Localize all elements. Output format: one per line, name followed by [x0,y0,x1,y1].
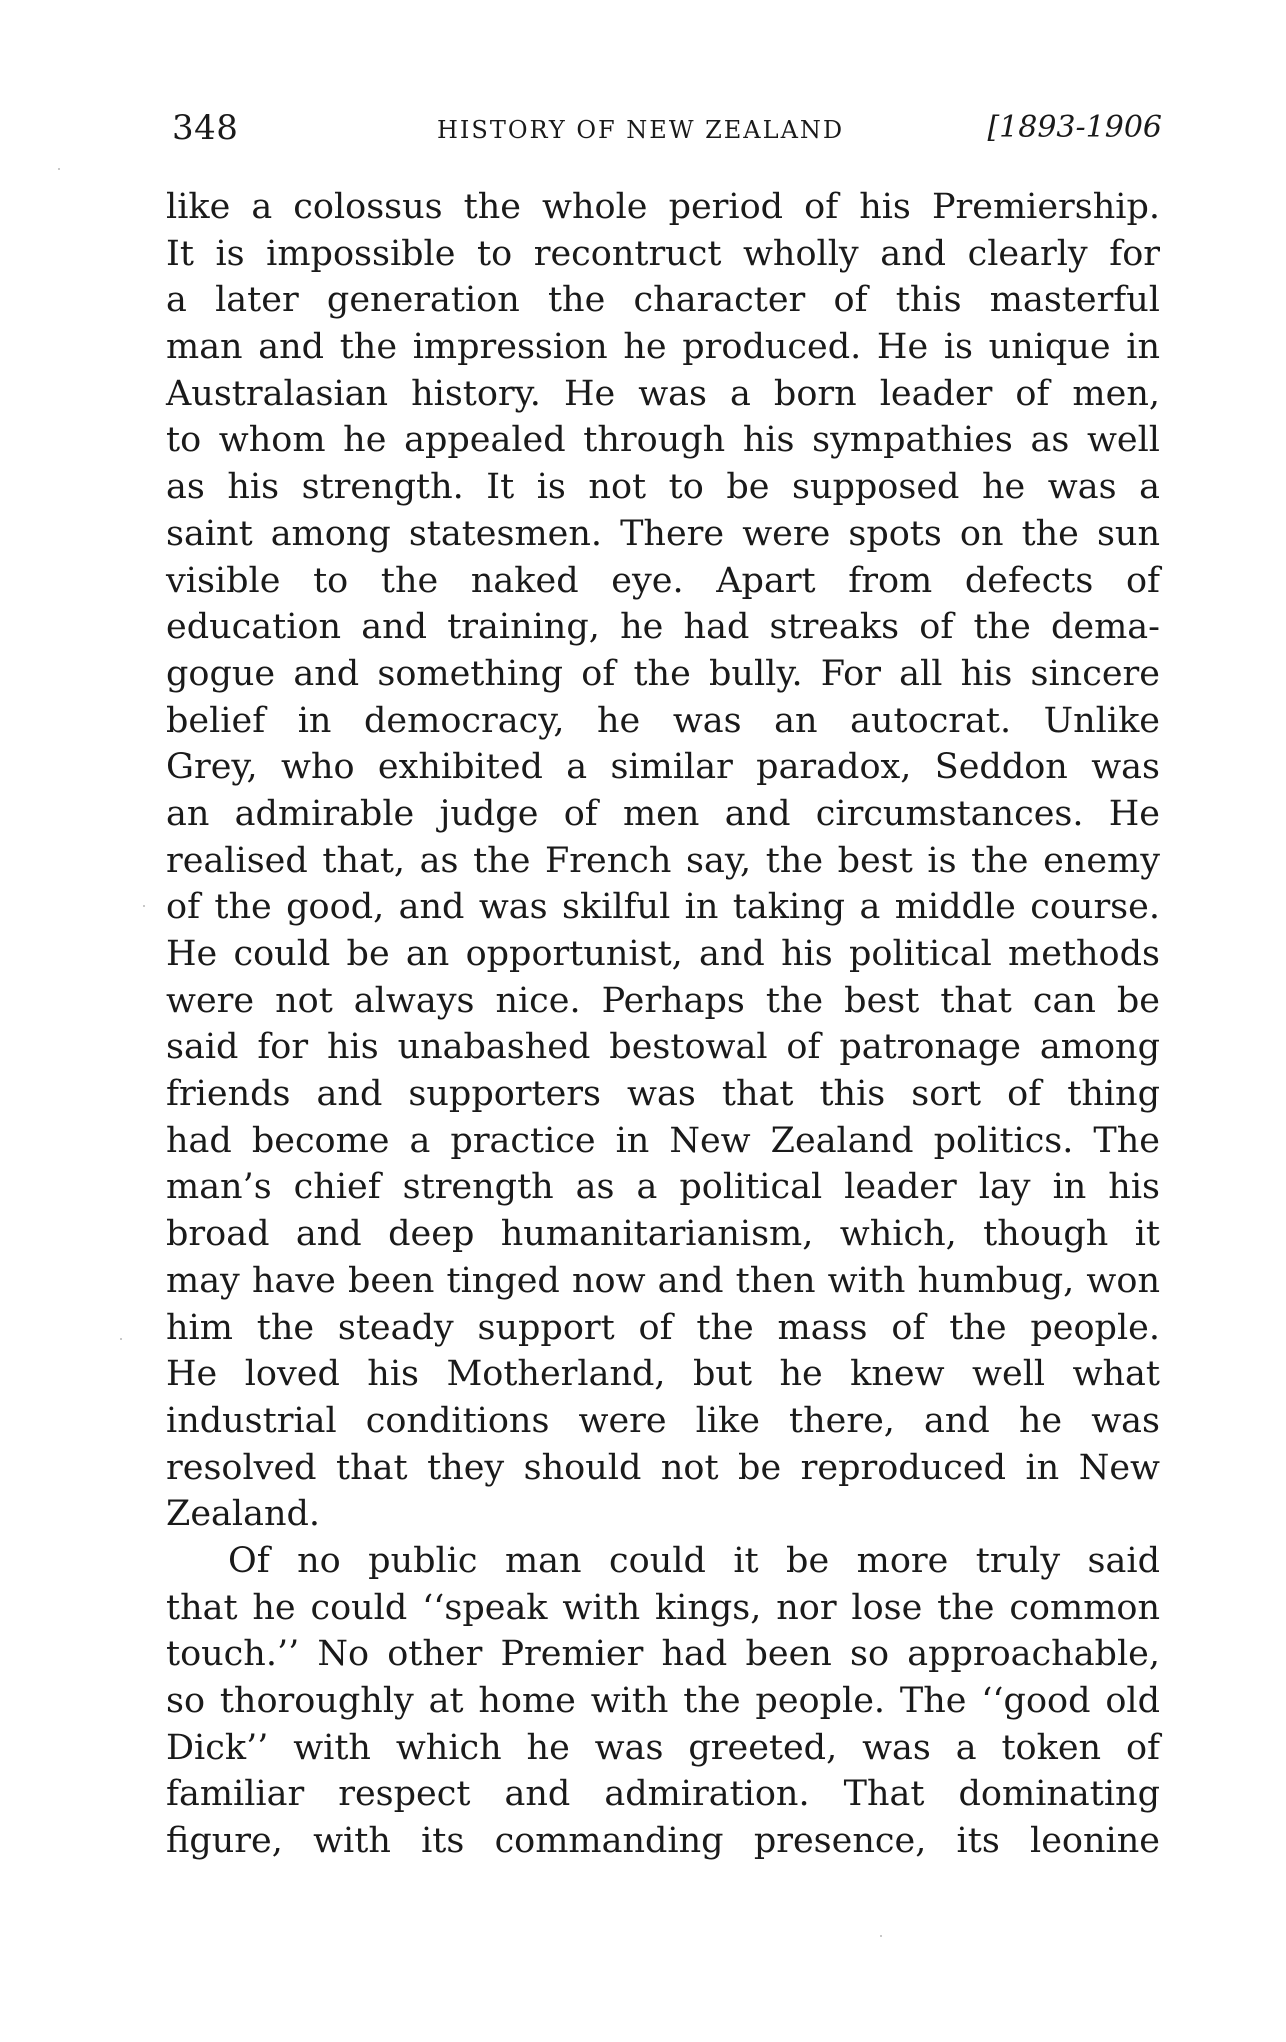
text-line: man’s chief strength as a political leader lay in his [166,1167,1160,1208]
text-line: broad and deep humanitarianism, which, though it [166,1214,1160,1255]
text-line: He loved his Motherland, but he knew well what [166,1354,1160,1395]
page-number: 348 [172,108,239,148]
text-line: so thoroughly at home with the people. The ‘‘good old [166,1681,1160,1721]
paper-speck [58,168,60,170]
paper-speck [143,905,145,907]
text-line: as his strength. It is not to be supposed he was a [166,467,1160,508]
text-line: man and the impression he produced. He is unique in [166,327,1160,368]
text-line: him the steady support of the mass of the people. [166,1307,1160,1348]
text-line: a later generation the character of this masterful [166,280,1160,321]
text-line: figure, with its commanding presence, its leonine [166,1821,1160,1862]
text-line: may have been tinged now and then with humbug, won [166,1260,1160,1301]
text-line: visible to the naked eye. Apart from defects of [166,560,1160,601]
text-line: resolved that they should not be reproduced in New [166,1447,1160,1488]
text-line: Grey, who exhibited a similar paradox, Seddon was [166,747,1160,788]
text-line: that he could ‘‘speak with kings, nor lose the common [166,1587,1160,1628]
paper-speck [120,1338,122,1340]
text-line: industrial conditions were like there, and he was [166,1400,1160,1441]
text-line: were not always nice. Perhaps the best that can be [166,980,1160,1021]
text-line: He could be an opportunist, and his political methods [166,934,1160,974]
running-header [172,108,1162,154]
text-line: Dick’’ with which he was greeted, was a token of [166,1727,1160,1768]
text-line: belief in democracy, he was an autocrat. Unlike [166,700,1160,741]
body-text [166,184,1160,1865]
text-line: education and training, he had streaks of the dema- [166,607,1160,648]
paragraph-end-line: Zealand. [166,1494,321,1535]
text-line: an admirable judge of men and circumstances. He [166,793,1160,834]
paper-speck [880,1935,882,1937]
text-line: It is impossible to recontruct wholly and clearly for [166,233,1160,274]
text-line: gogue and something of the bully. For all his sincere [166,653,1160,694]
text-line: of the good, and was skilful in taking a middle course. [166,887,1160,928]
text-line: friends and supporters was that this sort of thing [166,1074,1160,1115]
running-title: HISTORY OF NEW ZEALAND [437,116,845,144]
date-range: [1893-1906 [987,110,1162,145]
text-line: had become a practice in New Zealand politics. The [166,1120,1160,1161]
text-line: saint among statesmen. There were spots on the sun [166,513,1160,554]
text-line: to whom he appealed through his sympathies as well [166,420,1160,461]
text-line: like a colossus the whole period of his Premiership. [166,187,1160,227]
text-line: said for his unabashed bestowal of patronage among [166,1027,1160,1068]
text-line: familiar respect and admiration. That dominating [166,1774,1160,1815]
text-line: Australasian history. He was a born leader of men, [166,373,1160,414]
text-line: touch.’’ No other Premier had been so approachable, [166,1634,1160,1675]
text-line: realised that, as the French say, the best is the enemy [166,840,1160,881]
paragraph-start-line: Of no public man could it be more truly said [228,1540,1160,1581]
